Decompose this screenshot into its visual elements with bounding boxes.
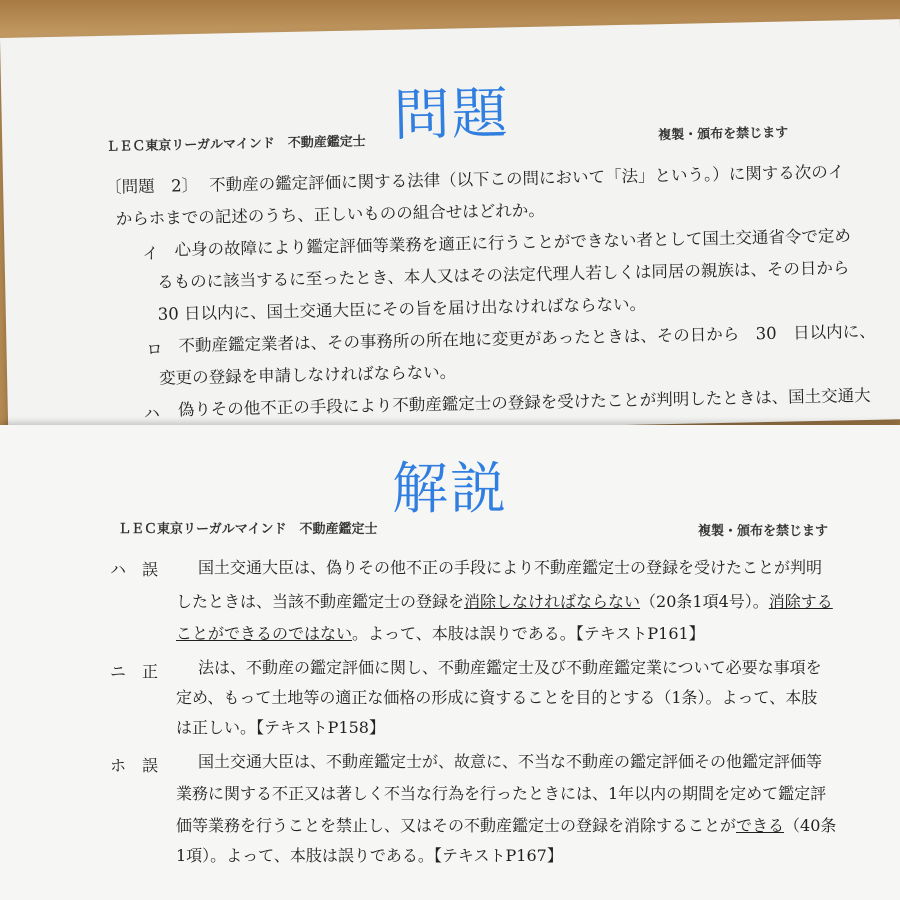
option-ha-line: 偽りその他不正の手段により不動産鑑定士の登録を受けたことが判明したときは、国土交通大	[177, 385, 871, 420]
question-header-left: ＬＥＣ東京リーガルマインド 不動産鑑定士	[106, 134, 366, 155]
question-stem-line: 不動産の鑑定評価に関する法律（以下この問において「法」という。）に関する次のイ	[208, 162, 845, 195]
explanation-header-right: 複製・頒布を禁じます	[698, 524, 829, 539]
option-i-line: るものに該当するに至ったとき、本人又はその法定代理人若しくは同居の親族は、その日から	[156, 258, 850, 292]
explanation-sheet	[0, 425, 900, 900]
explanation-marker-ha: ハ	[110, 560, 127, 579]
question-label: 〔問題 2〕	[104, 175, 199, 197]
explanation-ho-line: 業務に関する不正又は著しく不当な行為を行ったときには、1年以内の期間を定めて鑑定評	[176, 784, 827, 803]
question-header-right: 複製・頒布を禁じます	[658, 125, 789, 144]
explanation-ni-line: 定め、もって土地等の適正な価格の形成に資することを目的とする（1条）。よって、本肢	[176, 688, 818, 707]
explanation-ni-line: 法は、不動産の鑑定評価に関し、不動産鑑定士及び不動産鑑定業について必要な事項を	[198, 658, 822, 677]
explanation-ho-line: 価等業務を行うことを禁止し、又はその不動産鑑定士の登録を消除することができる（40条	[176, 816, 837, 835]
verdict-ni: 正	[142, 662, 159, 681]
question-stem-line: からホまでの記述のうち、正しいものの組合せはどれか。	[115, 200, 545, 229]
verdict-ha: 誤	[142, 560, 159, 579]
question-overlay-title: 問題	[393, 81, 511, 149]
option-marker-ha: ハ	[143, 403, 161, 424]
option-ro-line: 不動産鑑定業者は、その事務所の所在地に変更があったときは、その日から 30 日以内に、	[178, 321, 876, 356]
explanation-header-left: ＬＥＣ東京リーガルマインド 不動産鑑定士	[118, 522, 378, 537]
explanation-ha-line: 国土交通大臣は、偽りその他不正の手段により不動産鑑定士の登録を受けたことが判明	[198, 558, 823, 577]
explanation-overlay-title: 解説	[392, 457, 508, 522]
explanation-marker-ni: ニ	[110, 662, 127, 681]
option-marker-i: イ	[142, 243, 159, 264]
explanation-ha-line: ことができるのではない。よって、本肢は誤りである。【テキストP161】	[176, 624, 705, 643]
option-ro-line: 変更の登録を申請しなければならない。	[158, 362, 457, 388]
explanation-ho-line: 1項）。よって、本肢は誤りである。【テキストP167】	[176, 846, 563, 865]
explanation-ni-line: は正しい。【テキストP158】	[176, 718, 385, 737]
option-i-line: 30 日以内に、国土交通大臣にその旨を届け出なければならない。	[157, 294, 647, 324]
option-i-line: 心身の故障により鑑定評価等業務を適正に行うことができない者として国土交通省令で定め	[174, 226, 852, 260]
verdict-ho: 誤	[142, 756, 159, 775]
explanation-ho-line: 国土交通大臣は、不動産鑑定士が、故意に、不当な不動産の鑑定評価その他鑑定評価等	[198, 752, 823, 771]
option-marker-ro: ロ	[146, 339, 163, 359]
explanation-marker-ho: ホ	[110, 756, 127, 775]
question-sheet	[0, 19, 900, 438]
explanation-ha-line: したときは、当該不動産鑑定士の登録を消除しなければならない（20条1項4号）。消除する	[176, 592, 833, 611]
